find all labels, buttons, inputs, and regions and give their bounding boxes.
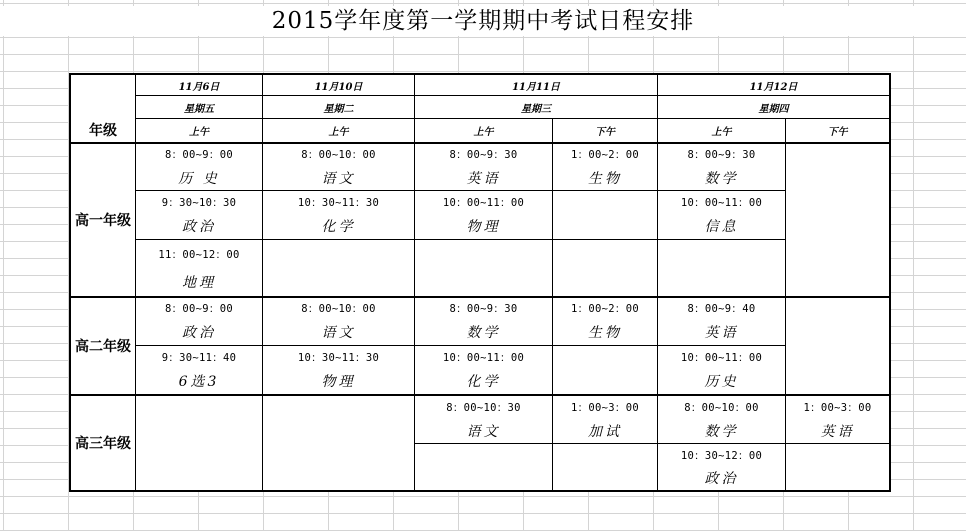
exam-subject: 化学 [263,213,415,240]
grade-label-g1: 高一年级 [69,142,136,296]
exam-time: 11：00~12：00 [136,240,263,268]
exam-subject: 数学 [658,418,786,444]
exam-subject: 物理 [415,213,553,240]
exam-time: 9：30~10：30 [136,191,263,213]
exam-time: 8：00~9：30 [415,142,553,165]
exam-subject: 英语 [658,319,786,346]
exam-subject: 语文 [263,319,415,346]
exam-subject: 英语 [786,418,891,444]
exam-subject: 数学 [658,165,786,191]
exam-subject: 英语 [415,165,553,191]
exam-time: 8：00~10：00 [263,142,415,165]
date-wed: 11月11日 [415,73,658,96]
weekday-fri: 星期五 [136,96,263,119]
exam-subject: 化学 [415,368,553,394]
exam-subject: 语文 [263,165,415,191]
empty-cell [553,240,658,296]
grade-label-g2: 高二年级 [69,296,136,394]
page-title: 2015学年度第一学期期中考试日程安排 [0,6,966,36]
exam-time: 9：30~11：40 [136,346,263,368]
exam-subject: 政治 [658,466,786,492]
exam-subject: 加试 [553,418,658,444]
exam-time: 10：00~11：00 [415,346,553,368]
empty-cell [658,240,786,296]
exam-subject: 6选3 [136,368,263,394]
exam-subject: 语文 [415,418,553,444]
exam-time: 1：00~2：00 [553,142,658,165]
empty-cell [415,444,553,492]
exam-subject: 政治 [136,213,263,240]
weekday-wed: 星期三 [415,96,658,119]
weekday-tue: 星期二 [263,96,415,119]
date-fri: 11月6日 [136,73,263,96]
exam-time: 8：00~9：30 [658,142,786,165]
period-thu-am: 上午 [658,119,786,142]
grade-label-g3: 高三年级 [69,394,136,492]
exam-subject: 生物 [553,165,658,191]
exam-time: 10：00~11：00 [658,191,786,213]
exam-time: 8：00~9：40 [658,296,786,319]
empty-cell [786,142,891,296]
exam-time: 8：00~10：00 [263,296,415,319]
empty-cell [553,444,658,492]
exam-time: 1：00~2：00 [553,296,658,319]
exam-subject: 地理 [136,268,263,296]
exam-subject: 物理 [263,368,415,394]
exam-time: 8：00~10：00 [658,394,786,418]
exam-time: 8：00~9：00 [136,142,263,165]
grade-column-header: 年级 [69,73,136,142]
exam-subject: 生物 [553,319,658,346]
exam-time: 8：00~10：30 [415,394,553,418]
exam-time: 10：30~12：00 [658,444,786,466]
empty-cell [553,346,658,394]
exam-time: 1：00~3：00 [553,394,658,418]
exam-time: 8：00~9：00 [136,296,263,319]
exam-time: 10：30~11：30 [263,191,415,213]
exam-subject: 信息 [658,213,786,240]
exam-subject: 数学 [415,319,553,346]
period-wed-pm: 下午 [553,119,658,142]
empty-cell [786,444,891,492]
empty-cell [263,394,415,492]
empty-cell [263,240,415,296]
exam-subject: 历 史 [136,165,263,191]
empty-cell [553,191,658,240]
exam-subject: 历史 [658,368,786,394]
date-tue: 11月10日 [263,73,415,96]
exam-time: 10：00~11：00 [415,191,553,213]
exam-time: 1：00~3：00 [786,394,891,418]
period-tue-am: 上午 [263,119,415,142]
date-thu: 11月12日 [658,73,891,96]
exam-time: 8：00~9：30 [415,296,553,319]
period-thu-pm: 下午 [786,119,891,142]
weekday-thu: 星期四 [658,96,891,119]
period-wed-am: 上午 [415,119,553,142]
exam-time: 10：00~11：00 [658,346,786,368]
exam-time: 10：30~11：30 [263,346,415,368]
empty-cell [136,394,263,492]
period-fri-am: 上午 [136,119,263,142]
empty-cell [786,296,891,394]
empty-cell [415,240,553,296]
exam-subject: 政治 [136,319,263,346]
